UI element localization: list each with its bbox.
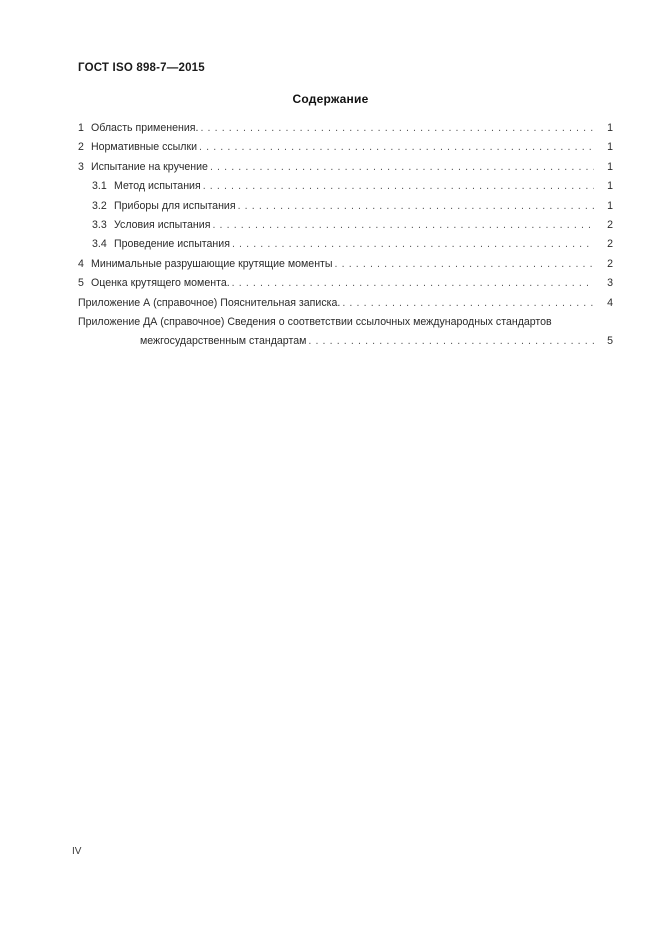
toc-entry-page-number: 2 xyxy=(607,218,613,231)
toc-entry[interactable] xyxy=(78,274,613,293)
toc-entry-page-number: 4 xyxy=(607,296,613,309)
toc-entry[interactable] xyxy=(78,197,613,216)
toc-dot-leader xyxy=(203,177,594,196)
toc-entry-number: 1 xyxy=(78,121,84,134)
toc-dot-leader xyxy=(554,313,594,332)
toc-entry-label: Приборы для испытания xyxy=(114,199,236,212)
toc-entry[interactable] xyxy=(78,177,613,196)
toc-entry[interactable] xyxy=(78,332,613,351)
toc-entry-number: 3.3 xyxy=(92,218,107,231)
toc-entry[interactable] xyxy=(78,158,613,177)
toc-dot-leader xyxy=(308,332,594,351)
toc-entry[interactable] xyxy=(78,235,613,254)
toc-dot-leader xyxy=(199,138,594,157)
toc-entry[interactable] xyxy=(78,119,613,138)
toc-dot-leader xyxy=(238,197,594,216)
toc-entry-label: межгосударственным стандартам xyxy=(140,335,307,348)
table-of-contents xyxy=(78,119,613,352)
toc-entry-label: Проведение испытания xyxy=(114,238,230,251)
toc-entry-number: 3 xyxy=(78,160,84,173)
toc-entry-number: 3.2 xyxy=(92,199,107,212)
toc-dot-leader xyxy=(232,235,594,254)
document-standard-header: ГОСТ ISO 898-7—2015 xyxy=(78,62,205,74)
page-number-folio: IV xyxy=(72,846,82,857)
toc-entry-label: Нормативные ссылки xyxy=(91,141,198,154)
toc-entry-page-number: 1 xyxy=(607,121,613,134)
toc-entry[interactable] xyxy=(78,216,613,235)
toc-entry-page-number: 2 xyxy=(607,238,613,251)
toc-entry-label: Оценка крутящего момента. xyxy=(91,277,230,290)
toc-entry-label: Испытание на кручение xyxy=(91,160,208,173)
toc-dot-leader xyxy=(342,294,594,313)
toc-dot-leader xyxy=(232,274,594,293)
page-title: Содержание xyxy=(292,92,369,106)
toc-dot-leader xyxy=(210,158,594,177)
toc-entry-label: Минимальные разрушающие крутящие моменты xyxy=(91,257,333,270)
toc-entry-page-number: 1 xyxy=(607,199,613,212)
toc-entry-number: 3.4 xyxy=(92,238,107,251)
toc-entry-label: Метод испытания xyxy=(114,180,201,193)
toc-entry-page-number: 3 xyxy=(607,277,613,290)
toc-entry-label: Условия испытания xyxy=(114,218,211,231)
toc-entry[interactable] xyxy=(78,313,613,332)
toc-entry-number: 5 xyxy=(78,277,84,290)
toc-entry-number: 4 xyxy=(78,257,84,270)
toc-entry[interactable] xyxy=(78,138,613,157)
toc-entry-label: Приложение А (справочное) Пояснительная записка. xyxy=(78,296,341,309)
toc-entry-page-number: 2 xyxy=(607,257,613,270)
toc-dot-leader xyxy=(335,255,594,274)
toc-entry[interactable] xyxy=(78,294,613,313)
toc-dot-leader xyxy=(212,216,594,235)
toc-entry-page-number: 5 xyxy=(607,335,613,348)
toc-entry[interactable] xyxy=(78,255,613,274)
toc-entry-page-number: 1 xyxy=(607,141,613,154)
toc-entry-label: Приложение ДА (справочное) Сведения о соответствии ссылочных международных стандартов xyxy=(78,315,552,328)
toc-entry-label: Область применения. xyxy=(91,121,199,134)
toc-entry-page-number: 1 xyxy=(607,160,613,173)
toc-dot-leader xyxy=(200,119,594,138)
toc-entry-page-number: 1 xyxy=(607,180,613,193)
toc-entry-number: 3.1 xyxy=(92,180,107,193)
toc-entry-number: 2 xyxy=(78,141,84,154)
